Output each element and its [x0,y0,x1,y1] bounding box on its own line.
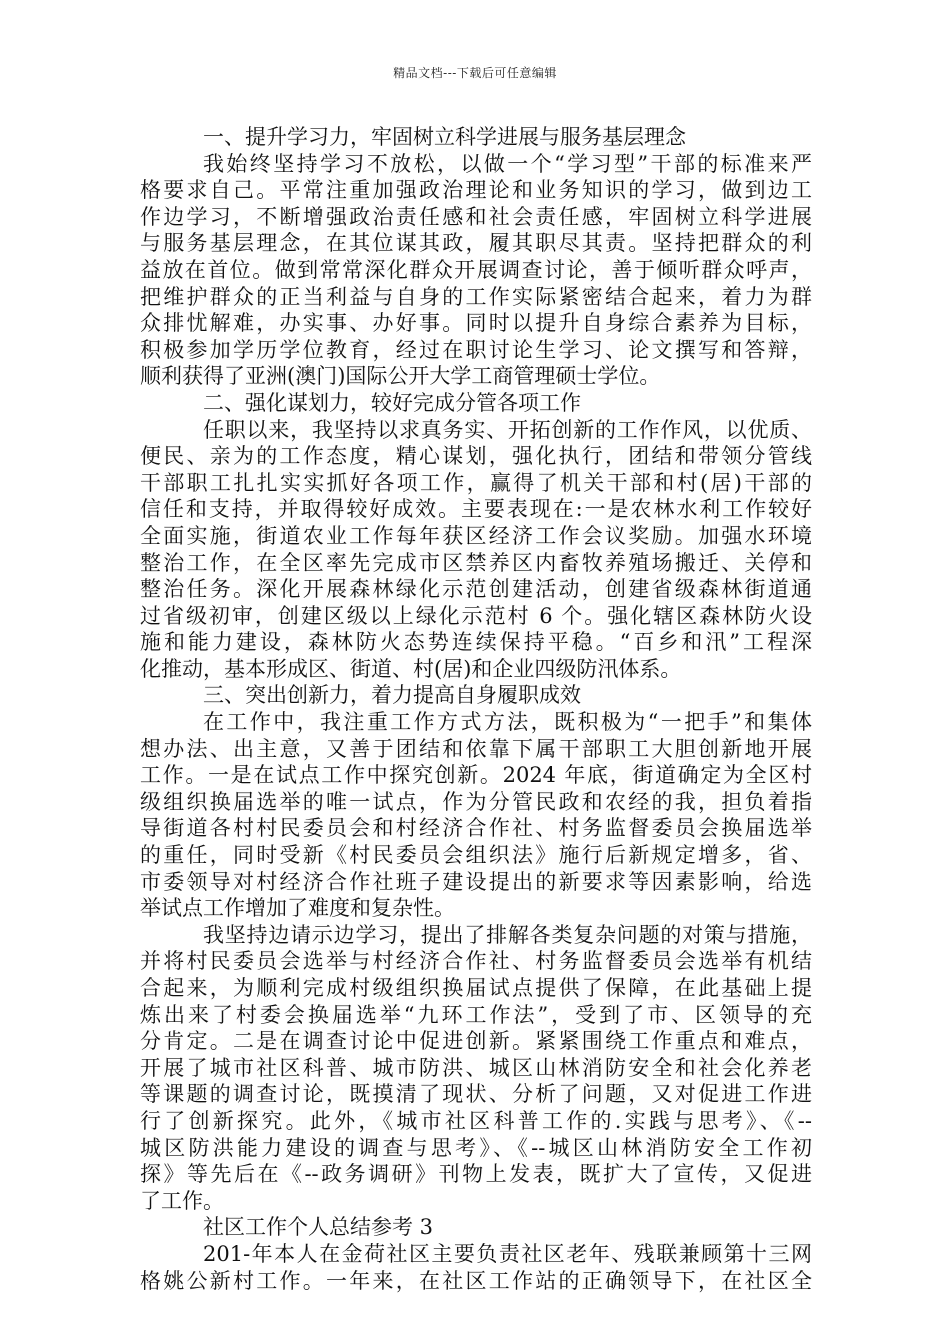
text-line: 信任和支持，并取得较好成效。主要表现在:一是农林水利工作较好 [140,497,812,522]
text-line: 任职以来，我坚持以求真务实、开拓创新的工作作风，以优质、 [203,417,812,442]
text-line: 众排忧解难，办实事、办好事。同时以提升自身综合素养为目标， [140,311,812,336]
text-line: 作边学习，不断增强政治责任感和社会责任感，牢固树立科学进展 [140,204,812,229]
text-line: 二、强化谋划力，较好完成分管各项工作 [203,390,581,415]
text-line: 行了创新探究。此外，《城市社区科普工作的.实践与思考》、《-- [140,1108,812,1133]
text-line: 施和能力建设，森林防火态势连续保持平稳。“百乡和汛”工程深 [140,630,812,655]
text-line: 工作。一是在试点工作中探究创新。2024 年底，街道确定为全区村 [140,763,812,788]
text-line: 干部职工扎扎实实抓好各项工作，赢得了机关干部和村(居)干部的 [140,470,812,495]
text-line: 我始终坚持学习不放松，以做一个“学习型”干部的标准来严 [203,151,812,176]
text-line: 过省级初审，创建区级以上绿化示范村 6 个。强化辖区森林防火设 [140,603,812,628]
text-line: 三、突出创新力，着力提高自身履职成效 [203,683,581,708]
text-line: 开展了城市社区科普、城市防洪、城区山林消防安全和社会化养老 [140,1055,812,1080]
text-line: 等课题的调查讨论，既摸清了现状、分析了问题，又对促进工作进 [140,1082,812,1107]
text-line: 探》等先后在《--政务调研》刊物上发表，既扩大了宣传，又促进 [140,1162,812,1187]
text-line: 一、提升学习力，牢固树立科学进展与服务基层理念 [203,125,686,149]
document-body [140,124,812,1294]
text-line: 201-年本人在金荷社区主要负责社区老年、残联兼顾第十三网 [203,1241,812,1266]
text-line: 整治工作，在全区率先完成市区禁养区内畜牧养殖场搬迁、关停和 [140,550,812,575]
text-line: 格姚公新村工作。一年来，在社区工作站的正确领导下，在社区全 [140,1268,812,1293]
text-line: 全面实施，街道农业工作每年获区经济工作会议奖励。加强水环境 [140,523,812,548]
text-line: 的重任，同时受新《村民委员会组织法》施行后新规定增多，省、 [140,843,812,868]
text-line: 化推动，基本形成区、街道、村(居)和企业四级防汛体系。 [140,656,682,681]
text-line: 城区防洪能力建设的调查与思考》、《--城区山林消防安全工作初 [140,1135,812,1160]
text-line: 我坚持边请示边学习，提出了排解各类复杂问题的对策与措施， [203,922,812,947]
text-line: 举试点工作增加了难度和复杂性。 [140,896,455,921]
text-line: 合起来，为顺利完成村级组织换届试点提供了保障，在此基础上提 [140,976,812,1000]
text-line: 想办法、出主意，又善于团结和依靠下属干部职工大胆创新地开展 [140,736,812,761]
text-line: 市委领导对村经济合作社班子建设提出的新要求等因素影响，给选 [140,869,812,894]
text-line: 把维护群众的正当利益与自身的工作实际紧密结合起来，着力为群 [140,284,812,309]
text-line: 顺利获得了亚洲(澳门)国际公开大学工商管理硕士学位。 [140,364,661,389]
text-line: 益放在首位。做到常常深化群众开展调查讨论，善于倾听群众呼声， [140,257,812,282]
text-line: 级组织换届选举的唯一试点，作为分管民政和农经的我，担负着指 [140,789,812,814]
text-line: 导街道各村村民委员会和村经济合作社、村务监督委员会换届选举 [140,816,812,841]
text-line: 格要求自己。平常注重加强政治理论和业务知识的学习，做到边工 [140,178,812,203]
text-line: 整治任务。深化开展森林绿化示范创建活动，创建省级森林街道通 [140,577,812,602]
text-line: 在工作中，我注重工作方式方法，既积极为“一把手”和集体 [203,710,812,735]
page-header: 精品文档---下载后可任意编辑 [393,66,557,80]
text-line: 社区工作个人总结参考 3 [203,1215,434,1240]
text-line: 便民、亲为的工作态度，精心谋划，强化执行，团结和带领分管线 [140,444,812,469]
text-line: 炼出来了村委会换届选举“九环工作法”，受到了市、区领导的充 [140,1002,812,1027]
text-line: 分肯定。二是在调查讨论中促进创新。紧紧围绕工作重点和难点， [140,1029,812,1054]
text-line: 并将村民委员会选举与村经济合作社、村务监督委员会选举有机结 [140,949,812,974]
text-line: 了工作。 [140,1188,224,1213]
text-line: 与服务基层理念，在其位谋其政，履其职尽其责。坚持把群众的利 [140,231,812,256]
text-line: 积极参加学历学位教育，经过在职讨论生学习、论文撰写和答辩， [140,337,812,362]
